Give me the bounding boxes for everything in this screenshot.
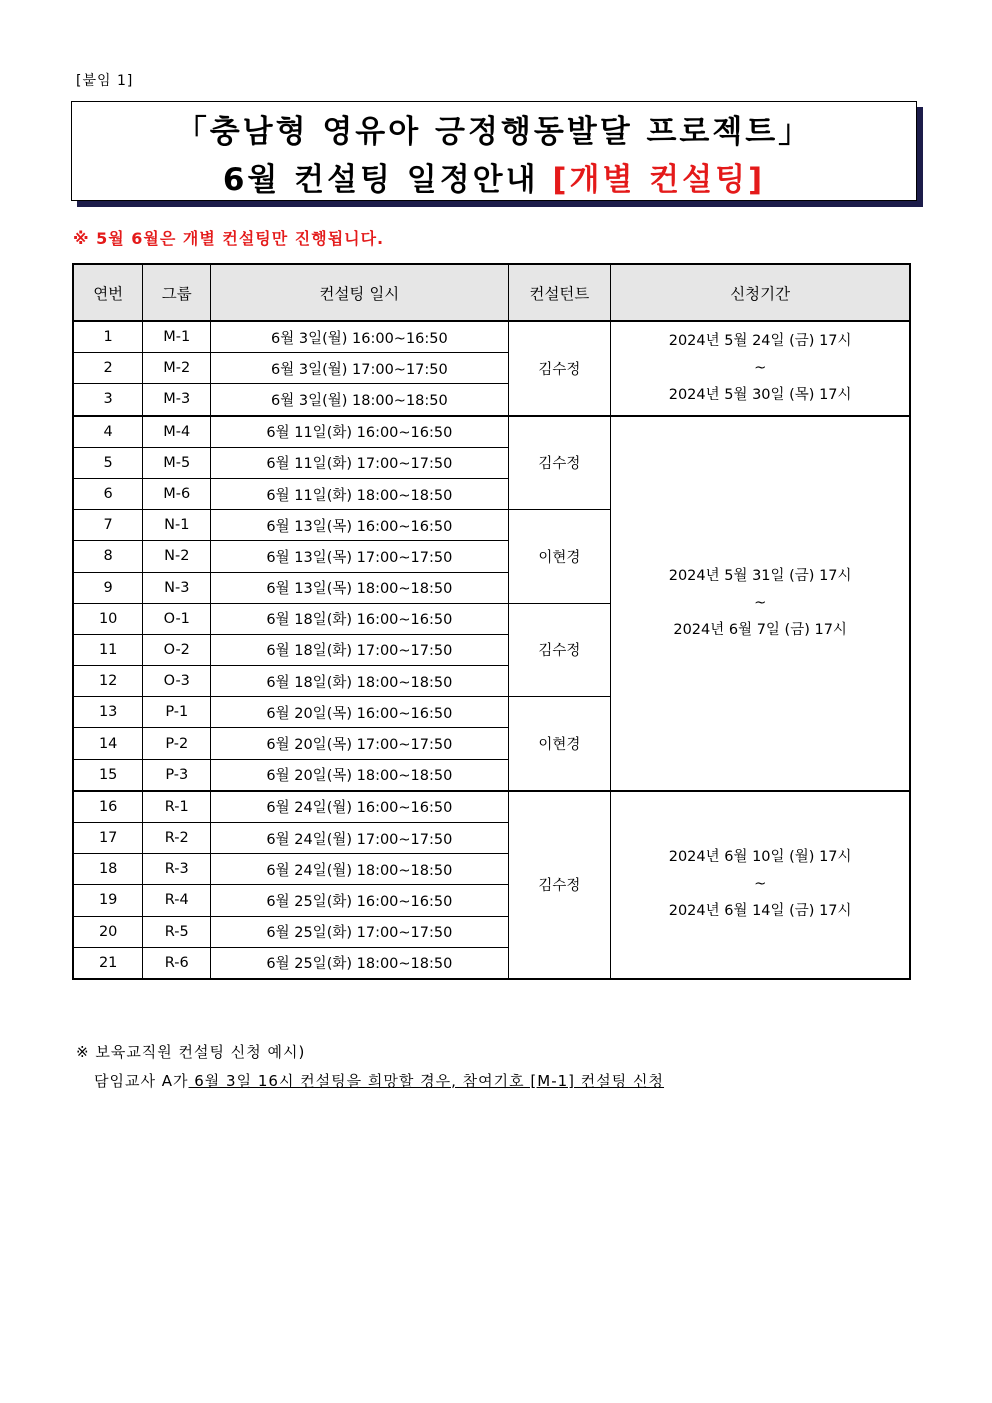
cell-group: N-3 bbox=[143, 572, 211, 603]
cell-group: R-6 bbox=[143, 947, 211, 979]
example-underlined: 6월 3일 16시 컨설팅을 희망할 경우, 참여기호 [M-1] 컨설팅 신청 bbox=[188, 1072, 665, 1090]
cell-group: M-2 bbox=[143, 353, 211, 384]
schedule-table bbox=[72, 263, 911, 980]
title-line-2-highlight: [개별 컨설팅] bbox=[552, 162, 766, 198]
cell-no: 14 bbox=[73, 728, 143, 759]
example-prefix: 담임교사 A가 bbox=[94, 1072, 189, 1090]
cell-consultant: 김수정 bbox=[508, 791, 611, 979]
cell-datetime: 6월 18일(화) 16:00~16:50 bbox=[211, 603, 508, 634]
example-text bbox=[94, 1070, 664, 1091]
table-row bbox=[73, 416, 910, 448]
header-period: 신청기간 bbox=[611, 264, 910, 321]
cell-no: 4 bbox=[73, 416, 143, 448]
cell-group: P-1 bbox=[143, 697, 211, 728]
cell-datetime: 6월 3일(월) 17:00~17:50 bbox=[211, 353, 508, 384]
cell-no: 13 bbox=[73, 697, 143, 728]
attachment-label: [붙임 1] bbox=[76, 73, 134, 89]
cell-datetime: 6월 25일(화) 18:00~18:50 bbox=[211, 947, 508, 979]
cell-consultant: 이현경 bbox=[508, 697, 611, 791]
cell-group: M-1 bbox=[143, 321, 211, 353]
cell-consultant: 김수정 bbox=[508, 416, 611, 510]
cell-datetime: 6월 24일(월) 17:00~17:50 bbox=[211, 823, 508, 854]
cell-no: 19 bbox=[73, 885, 143, 916]
period-start: 2024년 6월 10일 (월) 17시 bbox=[668, 849, 852, 866]
cell-datetime: 6월 3일(월) 18:00~18:50 bbox=[211, 384, 508, 416]
cell-group: R-2 bbox=[143, 823, 211, 854]
cell-group: P-3 bbox=[143, 759, 211, 791]
cell-no: 12 bbox=[73, 666, 143, 697]
cell-datetime: 6월 18일(화) 18:00~18:50 bbox=[211, 666, 508, 697]
cell-group: R-3 bbox=[143, 854, 211, 885]
cell-application-period bbox=[611, 791, 910, 979]
example-heading: ※ 보육교직원 컨설팅 신청 예시) bbox=[76, 1043, 306, 1061]
cell-datetime: 6월 24일(월) 16:00~16:50 bbox=[211, 791, 508, 823]
notice-text: ※ 5월 6월은 개별 컨설팅만 진행됩니다. bbox=[73, 229, 385, 248]
title-box bbox=[71, 101, 917, 201]
cell-no: 5 bbox=[73, 447, 143, 478]
period-end: 2024년 6월 14일 (금) 17시 bbox=[668, 903, 852, 920]
cell-no: 21 bbox=[73, 947, 143, 979]
cell-datetime: 6월 24일(월) 18:00~18:50 bbox=[211, 854, 508, 885]
cell-group: M-6 bbox=[143, 478, 211, 509]
cell-datetime: 6월 25일(화) 17:00~17:50 bbox=[211, 916, 508, 947]
cell-datetime: 6월 11일(화) 18:00~18:50 bbox=[211, 478, 508, 509]
table-row-group bbox=[73, 321, 910, 416]
cell-group: R-4 bbox=[143, 885, 211, 916]
table-header-row bbox=[73, 264, 910, 321]
cell-datetime: 6월 20일(목) 16:00~16:50 bbox=[211, 697, 508, 728]
title-line-2-main: 6월 컨설팅 일정안내 bbox=[222, 162, 553, 198]
cell-group: N-1 bbox=[143, 510, 211, 541]
cell-datetime: 6월 13일(목) 17:00~17:50 bbox=[211, 541, 508, 572]
period-start: 2024년 5월 31일 (금) 17시 bbox=[668, 567, 852, 584]
period-sep: ~ bbox=[754, 594, 767, 611]
header-no: 연번 bbox=[73, 264, 143, 321]
cell-datetime: 6월 11일(화) 16:00~16:50 bbox=[211, 416, 508, 448]
table-row-group bbox=[73, 791, 910, 979]
header-datetime: 컨설팅 일시 bbox=[211, 264, 508, 321]
cell-no: 15 bbox=[73, 759, 143, 791]
cell-no: 20 bbox=[73, 916, 143, 947]
cell-group: M-5 bbox=[143, 447, 211, 478]
cell-consultant: 김수정 bbox=[508, 321, 611, 416]
header-group: 그룹 bbox=[143, 264, 211, 321]
cell-datetime: 6월 20일(목) 17:00~17:50 bbox=[211, 728, 508, 759]
table-row bbox=[73, 791, 910, 823]
cell-no: 7 bbox=[73, 510, 143, 541]
period-sep: ~ bbox=[754, 359, 767, 376]
cell-datetime: 6월 25일(화) 16:00~16:50 bbox=[211, 885, 508, 916]
cell-datetime: 6월 18일(화) 17:00~17:50 bbox=[211, 634, 508, 665]
cell-group: M-4 bbox=[143, 416, 211, 448]
table-row bbox=[73, 321, 910, 353]
cell-no: 9 bbox=[73, 572, 143, 603]
cell-no: 11 bbox=[73, 634, 143, 665]
cell-no: 1 bbox=[73, 321, 143, 353]
cell-datetime: 6월 13일(목) 18:00~18:50 bbox=[211, 572, 508, 603]
cell-no: 16 bbox=[73, 791, 143, 823]
cell-no: 8 bbox=[73, 541, 143, 572]
cell-group: M-3 bbox=[143, 384, 211, 416]
cell-group: P-2 bbox=[143, 728, 211, 759]
period-end: 2024년 5월 30일 (목) 17시 bbox=[668, 386, 852, 403]
title-line-1: 「충남형 영유아 긍정행동발달 프로젝트」 bbox=[175, 114, 813, 150]
cell-group: N-2 bbox=[143, 541, 211, 572]
cell-no: 10 bbox=[73, 603, 143, 634]
cell-group: O-2 bbox=[143, 634, 211, 665]
header-consultant: 컨설턴트 bbox=[508, 264, 611, 321]
cell-application-period bbox=[611, 416, 910, 791]
cell-no: 6 bbox=[73, 478, 143, 509]
cell-consultant: 이현경 bbox=[508, 510, 611, 604]
cell-consultant: 김수정 bbox=[508, 603, 611, 697]
cell-no: 2 bbox=[73, 353, 143, 384]
cell-datetime: 6월 3일(월) 16:00~16:50 bbox=[211, 321, 508, 353]
cell-application-period bbox=[611, 321, 910, 416]
cell-datetime: 6월 20일(목) 18:00~18:50 bbox=[211, 759, 508, 791]
title-line-2 bbox=[72, 154, 916, 199]
cell-no: 3 bbox=[73, 384, 143, 416]
period-start: 2024년 5월 24일 (금) 17시 bbox=[668, 332, 852, 349]
period-end: 2024년 6월 7일 (금) 17시 bbox=[673, 621, 847, 638]
table-row-group bbox=[73, 416, 910, 791]
cell-group: O-1 bbox=[143, 603, 211, 634]
cell-no: 17 bbox=[73, 823, 143, 854]
cell-group: R-1 bbox=[143, 791, 211, 823]
cell-group: R-5 bbox=[143, 916, 211, 947]
cell-datetime: 6월 13일(목) 16:00~16:50 bbox=[211, 510, 508, 541]
cell-datetime: 6월 11일(화) 17:00~17:50 bbox=[211, 447, 508, 478]
cell-group: O-3 bbox=[143, 666, 211, 697]
period-sep: ~ bbox=[754, 876, 767, 893]
cell-no: 18 bbox=[73, 854, 143, 885]
